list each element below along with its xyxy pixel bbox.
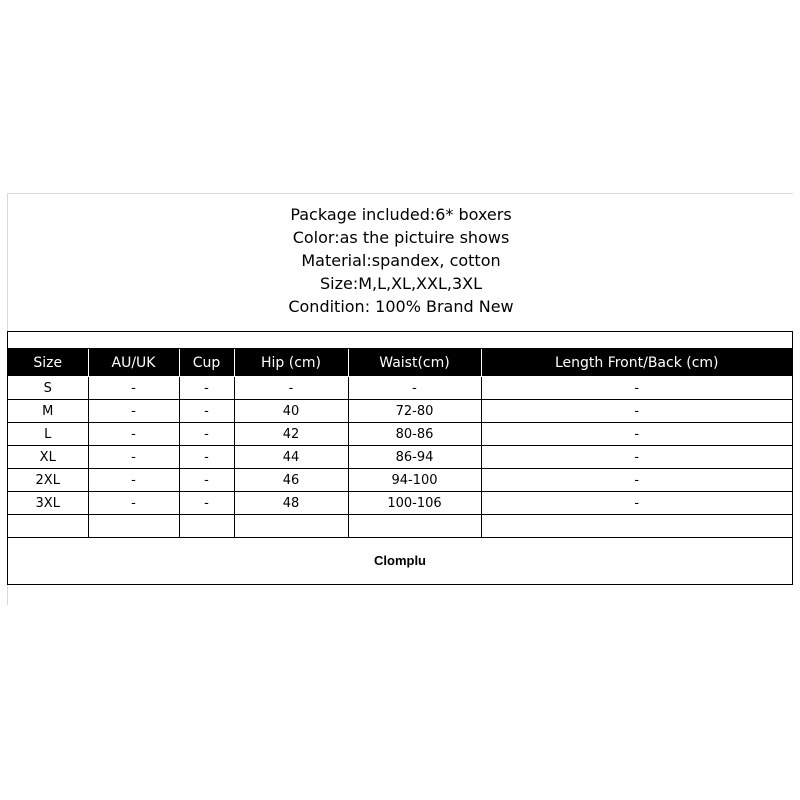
table-row: [8, 423, 792, 446]
cell-length: -: [481, 492, 792, 515]
cell-hip: -: [234, 377, 348, 400]
cell-size: S: [8, 377, 88, 400]
table-row: [8, 400, 792, 423]
cell-hip: 46: [234, 469, 348, 492]
cell-cup: -: [179, 469, 234, 492]
header-cup: Cup: [179, 350, 234, 377]
table-header-row: [8, 350, 792, 377]
cell-waist: 72-80: [348, 400, 481, 423]
cell-au-uk: -: [88, 469, 179, 492]
cell-size: [8, 515, 88, 538]
color-line: Color:as the pictuire shows: [292, 228, 510, 247]
cell-au-uk: -: [88, 423, 179, 446]
product-info: [8, 203, 794, 318]
cell-cup: -: [179, 377, 234, 400]
cell-au-uk: -: [88, 400, 179, 423]
cell-cup: -: [179, 400, 234, 423]
cell-au-uk: [88, 515, 179, 538]
table-row: [8, 469, 792, 492]
cell-au-uk: -: [88, 446, 179, 469]
cell-length: -: [481, 469, 792, 492]
header-hip: Hip (cm): [234, 350, 348, 377]
cell-length: -: [481, 377, 792, 400]
cell-waist: 80-86: [348, 423, 481, 446]
cell-length: -: [481, 446, 792, 469]
cell-hip: 48: [234, 492, 348, 515]
cell-au-uk: -: [88, 377, 179, 400]
table-row: [8, 492, 792, 515]
cell-length: -: [481, 400, 792, 423]
cell-length: [481, 515, 792, 538]
cell-size: 3XL: [8, 492, 88, 515]
cell-size: 2XL: [8, 469, 88, 492]
cell-waist: 86-94: [348, 446, 481, 469]
header-size: Size: [8, 350, 88, 377]
cell-hip: 44: [234, 446, 348, 469]
cell-cup: -: [179, 492, 234, 515]
cell-cup: -: [179, 423, 234, 446]
size-table: [8, 349, 792, 537]
cell-size: L: [8, 423, 88, 446]
cell-hip: 40: [234, 400, 348, 423]
cell-waist: 94-100: [348, 469, 481, 492]
cell-cup: [179, 515, 234, 538]
cell-cup: -: [179, 446, 234, 469]
size-chart: [7, 331, 793, 585]
cell-size: XL: [8, 446, 88, 469]
table-top-spacer: [8, 332, 792, 349]
cell-hip: 42: [234, 423, 348, 446]
cell-length: -: [481, 423, 792, 446]
header-length: Length Front/Back (cm): [481, 350, 792, 377]
header-au-uk: AU/UK: [88, 350, 179, 377]
table-row: [8, 377, 792, 400]
cell-waist: [348, 515, 481, 538]
header-waist: Waist(cm): [348, 350, 481, 377]
table-row: [8, 446, 792, 469]
cell-au-uk: -: [88, 492, 179, 515]
cell-hip: [234, 515, 348, 538]
package-line: Package included:6* boxers: [290, 205, 512, 224]
brand-name: Clomplu: [8, 537, 792, 584]
cell-size: M: [8, 400, 88, 423]
cell-waist: 100-106: [348, 492, 481, 515]
material-line: Material:spandex, cotton: [301, 251, 501, 270]
size-line: Size:M,L,XL,XXL,3XL: [319, 274, 483, 293]
cell-waist: -: [348, 377, 481, 400]
condition-line: Condition: 100% Brand New: [288, 297, 514, 316]
table-row: [8, 515, 792, 538]
